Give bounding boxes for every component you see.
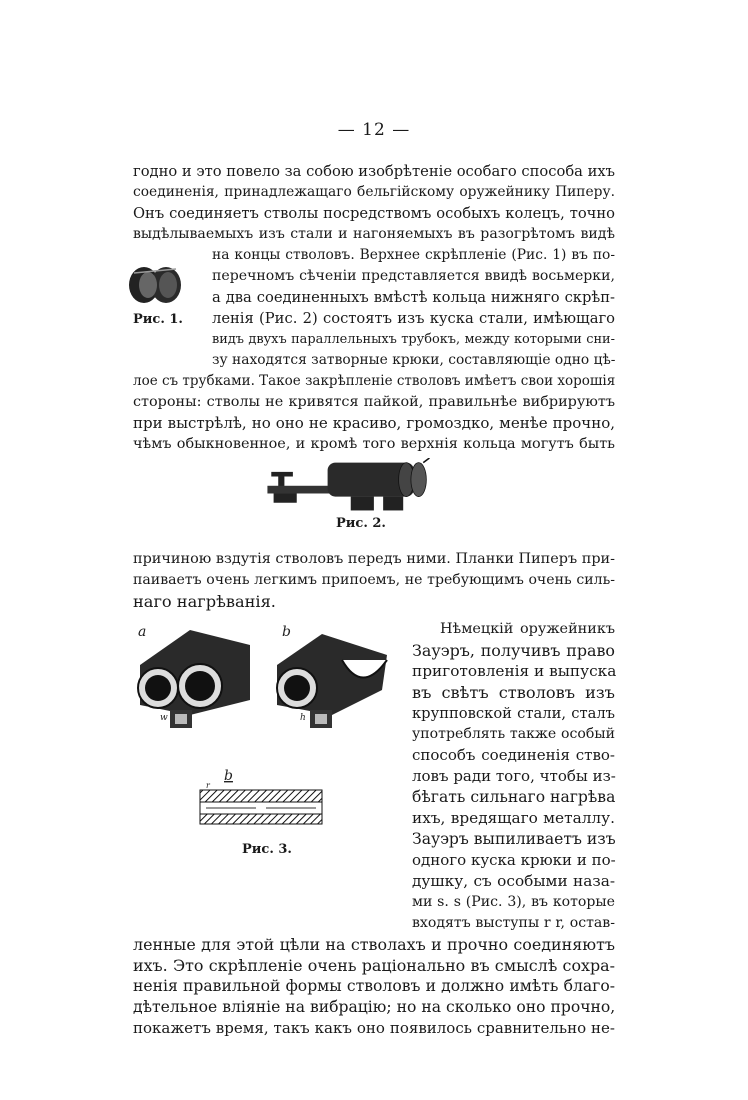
figure-1-caption: Рис. 1. bbox=[133, 312, 183, 327]
text-line: бѣгать сильнаго нагрѣва bbox=[412, 788, 616, 806]
figure-3-caption: Рис. 3. bbox=[242, 842, 292, 857]
text-line: Зауэръ, получивъ право bbox=[412, 641, 615, 660]
text-line: входятъ выступы r r, остав- bbox=[412, 915, 615, 931]
page-number: — 12 — bbox=[337, 120, 411, 140]
figure-2-barrel-ring-illustration bbox=[240, 458, 480, 512]
text-line: при выстрѣлѣ, но оно не красиво, громоздко, менѣе прочно, bbox=[133, 414, 615, 432]
text-line: одного куска крюки и по- bbox=[412, 851, 616, 869]
text-line: ихъ, вредящаго металлу. bbox=[412, 809, 615, 827]
figure-3b-cut-barrel-illustration bbox=[272, 620, 392, 730]
text-line: перечномъ сѣченіи представляется ввидѣ восьмерки, bbox=[212, 268, 615, 284]
text-line: ихъ. Это скрѣпленіе очень раціонально въ смыслѣ сохра- bbox=[133, 956, 615, 975]
figure-3c-label: b bbox=[224, 768, 233, 784]
figure-3c-section-illustration bbox=[196, 768, 328, 828]
text-line: Нѣмецкій оружейникъ bbox=[440, 621, 615, 637]
text-line: а два соединенныхъ вмѣстѣ кольца нижняго скрѣп- bbox=[212, 289, 615, 306]
text-line: ми s. s (Рис. 3), въ которые bbox=[412, 894, 615, 910]
figure-3b-mark-h: h bbox=[300, 713, 306, 723]
text-line: въ свѣтъ стволовъ изъ bbox=[412, 683, 615, 702]
text-line: употреблять также особый bbox=[412, 726, 615, 742]
text-line: на концы стволовъ. Верхнее скрѣпленіе (Рис. 1) въ по- bbox=[212, 247, 615, 263]
text-line: видъ двухъ параллельныхъ трубокъ, между которыми сни- bbox=[212, 332, 615, 347]
figure-1-ring-illustration bbox=[126, 263, 186, 307]
text-line: ловъ ради того, чтобы из- bbox=[412, 767, 616, 785]
text-line: ленія (Рис. 2) состоятъ изъ куска стали, имѣющаго bbox=[212, 310, 615, 327]
text-line: стороны: стволы не кривятся пайкой, правильнѣе вибрируютъ bbox=[133, 394, 615, 410]
text-line: приготовленія и выпуска bbox=[412, 662, 617, 680]
text-line: крупповской стали, сталъ bbox=[412, 705, 615, 722]
figure-3c-mark-r: r bbox=[206, 781, 210, 790]
text-line: душку, съ особыми наза- bbox=[412, 872, 615, 890]
figure-2-caption: Рис. 2. bbox=[336, 516, 386, 531]
text-line: зу находятся затворные крюки, составляющіе одно цѣ- bbox=[212, 352, 616, 368]
text-line: чѣмъ обыкновенное, и кромѣ того верхнія кольца могутъ быть bbox=[133, 436, 615, 452]
text-line: покажетъ время, такъ какъ оно появилось сравнительно не- bbox=[133, 1019, 615, 1037]
figure-3a-label: a bbox=[138, 624, 147, 640]
text-line: Зауэръ выпиливаетъ изъ bbox=[412, 830, 616, 848]
text-line: дѣтельное вліяніе на вибрацію; но на сколько оно прочно, bbox=[133, 998, 616, 1016]
figure-3a-mark-w: w bbox=[160, 713, 168, 723]
text-line: паиваетъ очень легкимъ припоемъ, не требующимъ очень силь- bbox=[133, 572, 615, 588]
text-line: способъ соединенія ство- bbox=[412, 746, 615, 764]
text-line: наго нагрѣванія. bbox=[133, 592, 276, 611]
text-line: лое съ трубками. Такое закрѣпленіе стволовъ имѣетъ свои хорошія bbox=[133, 373, 616, 389]
figure-3b-label: b bbox=[282, 624, 291, 640]
text-line: соединенія, принадлежащаго бельгійскому оружейнику Пиперу. bbox=[133, 184, 615, 200]
text-line: годно и это повело за собою изобрѣтеніе особаго способа ихъ bbox=[133, 163, 616, 180]
figure-3a-double-barrel-illustration bbox=[130, 620, 260, 730]
text-line: ленные для этой цѣли на стволахъ и прочно соединяютъ bbox=[133, 935, 615, 954]
text-line: Онъ соединяетъ стволы посредствомъ особыхъ колецъ, точно bbox=[133, 205, 615, 222]
text-line: выдѣлываемыхъ изъ стали и нагоняемыхъ въ разогрѣтомъ видѣ bbox=[133, 226, 615, 242]
text-line: ненія правильной формы стволовъ и должно имѣть благо- bbox=[133, 977, 615, 995]
text-line: причиною вздутія стволовъ передъ ними. Планки Пиперъ при- bbox=[133, 551, 615, 567]
